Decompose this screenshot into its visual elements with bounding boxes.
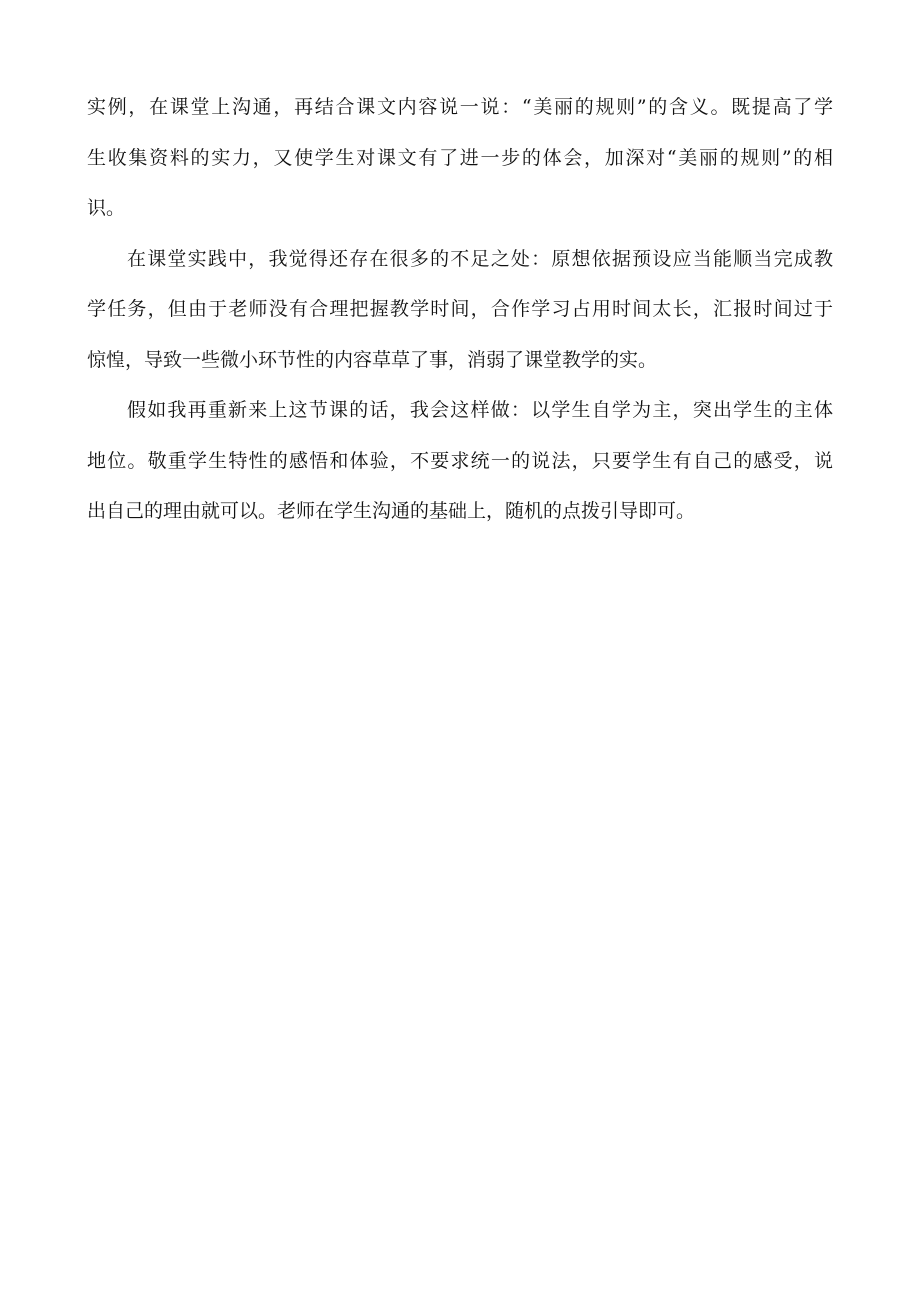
text-line: 地位。敬重学生特性的感悟和体验，不要求统一的说法，只要学生有自己的感受，说 bbox=[87, 449, 833, 472]
text-line: 在课堂实践中，我觉得还存在很多的不足之处：原想依据预设应当能顺当完成教 bbox=[127, 247, 833, 270]
text-line: 惊惶，导致一些微小环节性的内容草草了事，消弱了课堂教学的实。 bbox=[87, 348, 658, 371]
text-line: 学任务，但由于老师没有合理把握教学时间，合作学习占用时间太长，汇报时间过于 bbox=[87, 298, 833, 320]
text-line: 识。 bbox=[87, 197, 126, 219]
text-line: 实例，在课堂上沟通，再结合课文内容说一说：“美丽的规则”的含义。既提高了学 bbox=[87, 96, 833, 118]
text-line: 假如我再重新来上这节课的话，我会这样做：以学生自学为主，突出学生的主体 bbox=[127, 399, 833, 421]
document-body bbox=[87, 82, 833, 537]
text-line: 生收集资料的实力，又使学生对课文有了进一步的体会，加深对“美丽的规则”的相 bbox=[87, 146, 833, 169]
text-line: 出自己的理由就可以。老师在学生沟通的基础上，随机的点拨引导即可。 bbox=[87, 500, 696, 522]
paragraph-2 bbox=[87, 234, 833, 386]
paragraph-1 bbox=[87, 82, 833, 234]
paragraph-3 bbox=[87, 385, 833, 537]
